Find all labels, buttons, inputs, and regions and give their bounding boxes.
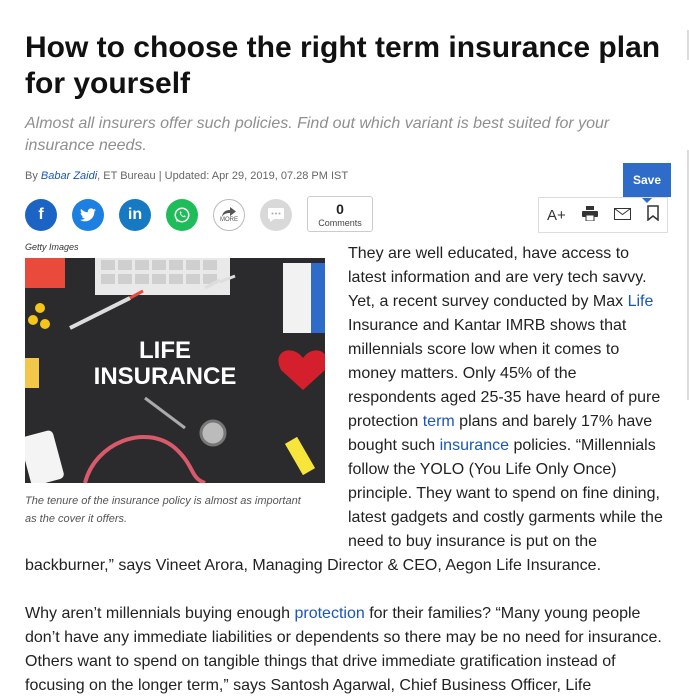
term-link[interactable]: term bbox=[422, 413, 455, 430]
email-button[interactable] bbox=[614, 207, 631, 224]
article-image[interactable] bbox=[25, 258, 325, 483]
twitter-share-button[interactable] bbox=[72, 199, 104, 231]
comment-icon bbox=[267, 207, 285, 223]
save-tooltip: Save bbox=[623, 163, 671, 197]
insurance-link[interactable]: insurance bbox=[439, 437, 509, 454]
image-overlay-line2: INSURANCE bbox=[93, 363, 237, 390]
more-share-button[interactable]: MORE bbox=[213, 199, 245, 231]
life-link[interactable]: Life bbox=[627, 293, 654, 310]
twitter-icon bbox=[80, 208, 96, 222]
mail-icon bbox=[614, 208, 631, 220]
share-arrow-icon bbox=[222, 207, 236, 217]
image-caption: The tenure of the insurance policy is almost as important as the cover it offers. bbox=[25, 495, 301, 525]
image-overlay-line1: LIFE bbox=[139, 337, 191, 364]
life-insurance-photo bbox=[25, 258, 325, 483]
comments-count-box[interactable] bbox=[307, 196, 373, 232]
facebook-icon: f bbox=[38, 206, 44, 223]
bookmark-icon bbox=[647, 205, 659, 221]
image-credit: Getty Images bbox=[25, 242, 79, 252]
paragraph-1-wrapped: They are well educated, have access to latest information and are very tech savvy. Yet, a recent survey conducted by Max Life Insurance and Kantar IMRB shows that millennials score low when it comes to money matters. Only 45% of the respondents aged 25-35 have heard of pure protection term plans and barely 17% have bought such insurance policies. “Millennials follow the YOLO (You Life Only Once) principle. They want to spend on fine dining, latest gadgets and costly garments while the need to buy insurance is put on the bbox=[348, 245, 663, 550]
protection-link[interactable]: protection bbox=[294, 605, 365, 622]
linkedin-icon: in bbox=[127, 206, 143, 223]
print-button[interactable] bbox=[582, 206, 598, 225]
facebook-share-button[interactable] bbox=[25, 199, 57, 231]
author-link[interactable]: Babar Zaidi bbox=[40, 170, 98, 182]
print-icon bbox=[582, 206, 598, 221]
bookmark-button[interactable] bbox=[647, 205, 659, 225]
article-title: How to choose the right term insurance plan for yourself bbox=[25, 31, 661, 100]
linkedin-share-button[interactable] bbox=[119, 199, 151, 231]
article-tools bbox=[538, 197, 668, 233]
whatsapp-icon bbox=[173, 206, 191, 224]
font-size-button[interactable]: A+ bbox=[547, 206, 566, 224]
paragraph-1-end: backburner,” says Vineet Arora, Managing Director & CEO, Aegon Life Insurance. bbox=[25, 557, 602, 574]
byline: By Babar Zaidi, ET Bureau | Updated: Apr 29, 2019, 07.28 PM IST bbox=[25, 170, 349, 182]
comments-count: 0 bbox=[336, 201, 344, 217]
article-summary: Almost all insurers offer such policies. Find out which variant is best suited for your insurance needs. bbox=[25, 115, 610, 154]
paragraph-2: Why aren’t millennials buying enough protection for their families? “Many young people don’t have any immediate liabilities or dependents so there may be no need for insurance. Others want to spend on tangible things that drive immediate gratification instead of focusing on the longer term,” says Santosh Agarwal, Chief Business Officer, Life bbox=[25, 605, 662, 694]
whatsapp-share-button[interactable] bbox=[166, 199, 198, 231]
comments-label: Comments bbox=[318, 218, 362, 228]
comment-button[interactable] bbox=[260, 199, 292, 231]
